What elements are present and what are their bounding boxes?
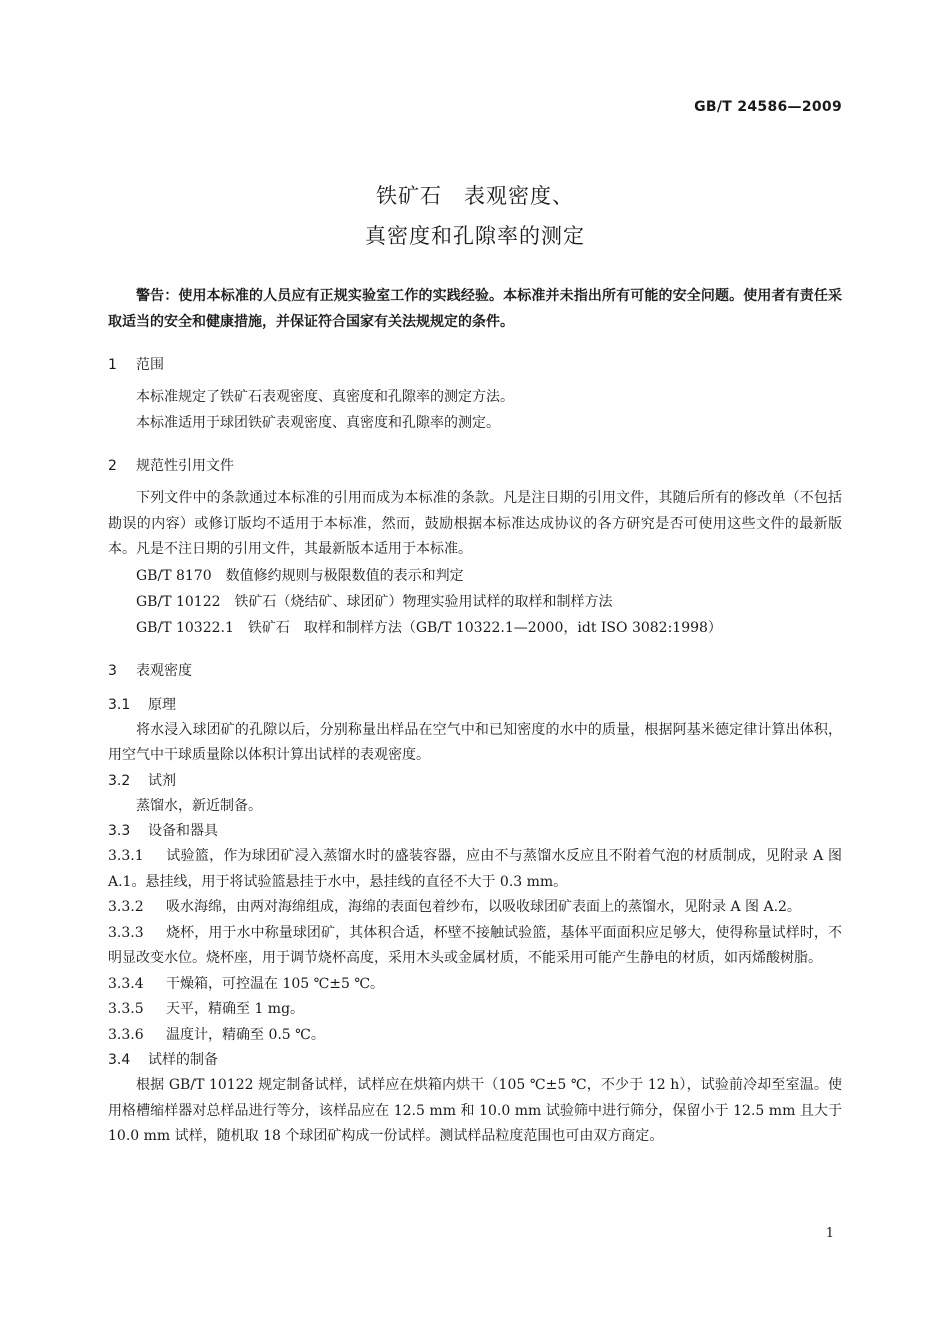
reference-title: 铁矿石（烧结矿、球团矿）物理实验用试样的取样和制样方法 <box>234 593 613 610</box>
subsection-number: 3.2 <box>108 772 131 789</box>
clause-text: 干燥箱，可控温在 105 ℃±5 ℃。 <box>166 975 385 992</box>
section-title: 范围 <box>136 357 164 373</box>
title-line-1: 铁矿石 表观密度、 <box>376 184 574 208</box>
clause-3-3-1 <box>108 844 842 895</box>
clause-text: 天平，精确至 1 mg。 <box>166 1001 305 1017</box>
reference-code: GB/T 10122 <box>136 593 221 610</box>
clause-number: 3.3.4 <box>108 975 144 992</box>
subsection-title: 试样的制备 <box>148 1052 218 1068</box>
reference-item <box>108 615 842 641</box>
reference-item <box>108 589 842 615</box>
document-title <box>0 176 950 256</box>
section-number: 1 <box>108 357 117 373</box>
clause-number: 3.3.5 <box>108 1001 144 1017</box>
clause-number: 3.3.3 <box>108 924 144 941</box>
clause-text: 试验篮，作为球团矿浸入蒸馏水时的盛装容器，应由不与蒸馏水反应且不附着气泡的材质制成，见附录 A 图 A.1。悬挂线，用于将试验篮悬挂于水中，悬挂线的直径不大于 0.3 mm。 <box>108 848 842 890</box>
clause-text: 烧杯，用于水中称量球团矿，其体积合适，杯壁不接触试验篮，基体平面面积应足够大，使得称量试样时，不明显改变水位。烧杯座，用于调节烧杯高度，采用木头或金属材质，不能采用可能产生静电的材质，如丙烯酸树脂。 <box>108 924 842 966</box>
subsection-3-3-heading <box>108 819 842 844</box>
clause-text: 吸水海绵，由两对海绵组成，海绵的表面包着纱布，以吸收球团矿表面上的蒸馏水，见附录 A 图 A.2。 <box>166 899 801 915</box>
section-number: 2 <box>108 458 117 474</box>
subsection-3-2-heading <box>108 769 842 794</box>
subsection-3-4-heading <box>108 1048 842 1073</box>
paragraph: 蒸馏水，新近制备。 <box>136 797 262 814</box>
clause-3-3-6 <box>108 1023 842 1049</box>
section-1-heading <box>108 353 842 377</box>
subsection-number: 3.1 <box>108 696 131 713</box>
clause-3-3-5 <box>108 997 842 1023</box>
title-line-2: 真密度和孔隙率的测定 <box>365 224 585 248</box>
paragraph: 将水浸入球团矿的孔隙以后，分别称量出样品在空气中和已知密度的水中的质量，根据阿基米德定律计算出体积，用空气中干球质量除以体积计算出试样的表观密度。 <box>108 721 842 763</box>
reference-code: GB/T 8170 <box>136 567 212 584</box>
standard-number: GB/T 24586—2009 <box>694 99 842 115</box>
reference-title: 铁矿石 取样和制样方法（GB/T 10322.1—2000，idt ISO 3082:1998） <box>247 619 722 636</box>
clause-3-3-2 <box>108 895 842 921</box>
section-title: 规范性引用文件 <box>136 458 234 474</box>
section-3-heading <box>108 659 842 683</box>
clause-number: 3.3.6 <box>108 1026 144 1043</box>
subsection-number: 3.4 <box>108 1052 131 1068</box>
reference-title: 数值修约规则与极限数值的表示和判定 <box>225 567 464 584</box>
paragraph: 本标准规定了铁矿石表观密度、真密度和孔隙率的测定方法。 <box>136 389 514 405</box>
safety-warning: 警告：使用本标准的人员应有正规实验室工作的实践经验。本标准并未指出所有可能的安全问题。使用者有责任采取适当的安全和健康措施，并保证符合国家有关法规规定的条件。 <box>108 288 842 330</box>
subsection-number: 3.3 <box>108 823 131 839</box>
clause-3-3-4 <box>108 972 842 998</box>
clause-text: 温度计，精确至 0.5 ℃。 <box>166 1026 325 1043</box>
subsection-title: 设备和器具 <box>148 823 218 839</box>
subsection-title: 试剂 <box>148 772 176 789</box>
clause-number: 3.3.1 <box>108 848 144 864</box>
paragraph: 本标准适用于球团铁矿表观密度、真密度和孔隙率的测定。 <box>136 414 500 431</box>
paragraph: 根据 GB/T 10122 规定制备试样，试样应在烘箱内烘干（105 ℃±5 ℃，不少于 12 h），试验前冷却至室温。使用格槽缩样器对总样品进行等分，该样品应在 12.5 mm 和 10.0 mm 试验筛中进行筛分，保留小于 12.5 mm 且大于 10.0 mm 试样，随机取 18 个球团矿构成一份试样。测试样品粒度范围也可由双方商定。 <box>108 1077 842 1144</box>
paragraph: 下列文件中的条款通过本标准的引用而成为本标准的条款。凡是注日期的引用文件，其随后所有的修改单（不包括勘误的内容）或修订版均不适用于本标准，然而，鼓励根据本标准达成协议的各方研究是否可使用这些文件的最新版本。凡是不注日期的引用文件，其最新版本适用于本标准。 <box>108 490 842 557</box>
page-number: 1 <box>825 1226 834 1241</box>
reference-code: GB/T 10322.1 <box>136 619 234 636</box>
document-body <box>108 283 842 1150</box>
clause-number: 3.3.2 <box>108 899 144 915</box>
subsection-title: 原理 <box>148 696 176 713</box>
clause-3-3-3 <box>108 921 842 972</box>
reference-item <box>108 563 842 589</box>
subsection-3-1-heading <box>108 693 842 718</box>
section-number: 3 <box>108 662 117 679</box>
section-title: 表观密度 <box>136 662 192 679</box>
section-2-heading <box>108 454 842 478</box>
